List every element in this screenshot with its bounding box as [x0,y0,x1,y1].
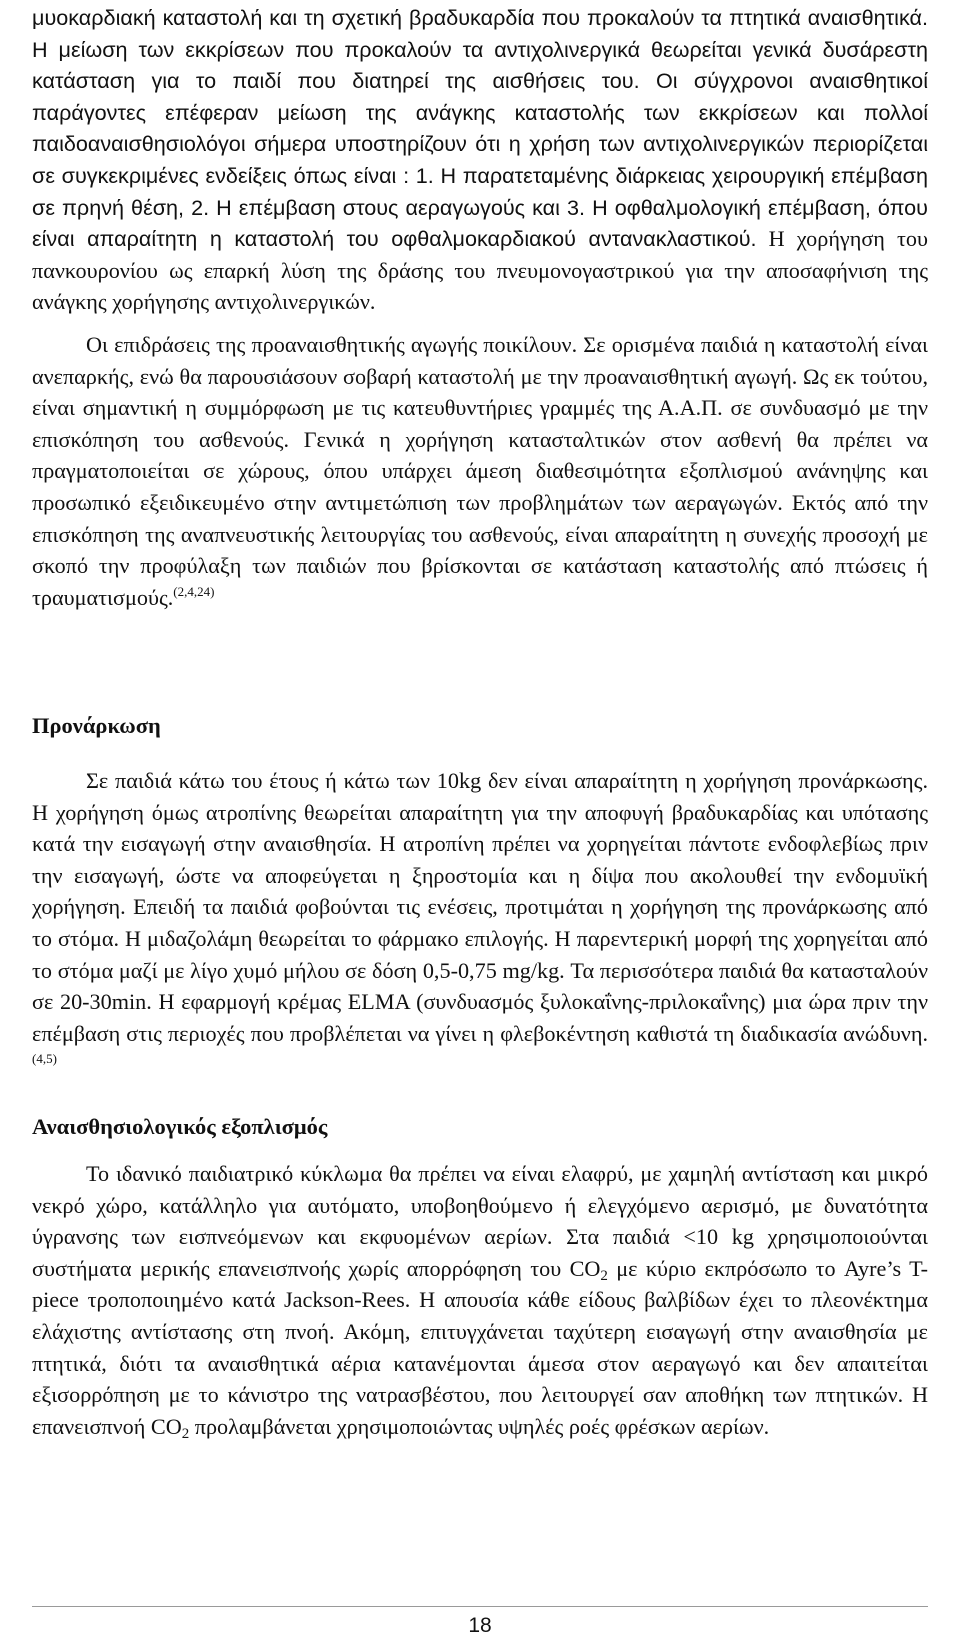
subscript-2: 2 [600,1267,608,1284]
anticholinergics-text: μυοκαρδιακή καταστολή και τη σχετική βραδυκαρδία που προκαλούν τα πτητικά αναισθητικά. Η μείωση των εκκρίσεων που προκαλούν τα αντιχολινεργικά θεωρείται γενικά δυσάρεστη κατάσταση για το παιδί που διατηρεί της αισθήσεις του. Οι σύγχρονοι αναισθητικοί παράγοντες επέφεραν μείωση της ανάγκης καταστολής των εκκρίσεων και πολλοί παιδοαναισθησιολόγοι σήμερα υποστηρίζουν ότι η χρήση των αντιχολινεργικών περιορίζεται σε συγκεκριμένες ενδείξεις όπως είναι : 1. Η παρατεταμένης διάρκειας χειρουργική επέμβαση σε πρηνή θέση, 2. Η επέμβαση στους αεραγωγούς και 3. Η οφθαλμολογική επέμβαση, όπου είναι απαραίτητη η καταστολή του οφθαλμοκαρδιακού αντανακλαστικού. [32,5,928,252]
premedication-paragraph [32,765,928,1081]
citation: (4,5) [32,1051,57,1067]
footer-divider [32,1606,928,1607]
equipment-paragraph [32,1158,928,1442]
pancuronium-text: Η χορήγηση του πανκουρονίου ως επαρκή λύση της δράσης του πνευμονογαστρικού για την αποσαφήνιση της ανάγκης χορήγησης αντιχολινεργικών. [32,226,928,315]
equipment-text-part2: με κύριο εκπρόσωπο το Ayre’s T-piece τροποποιημένο κατά Jackson-Rees. Η απουσία κάθε είδους βαλβίδων έχει το πλεονέκτημα ελάχιστης αντίστασης στη πνοή. Ακόμη, επιτυγχάνεται ταχύτερη εισαγωγή στην αναισθησία με πτητικά, διότι τα αναισθητικά αέρια κατανέμονται άμεσα στον αεραγωγό και δεν απαιτείται εξισορρόπηση με το κάνιστρο της νατρασβέστου, που λειτουργεί σαν αποθήκη των πτητικών. Η επανεισπνοή CO [32,1255,928,1439]
equipment-text-part1: Το ιδανικό παιδιατρικό κύκλωμα θα πρέπει να είναι ελαφρύ, με χαμηλή αντίσταση και μικρό νεκρό χώρο, κατάλληλο για αυτόματο, υποβοηθούμενο ή ελεγχόμενο αερισμό, με δυνατότητα ύγρανσης των εισπνεόμενων και εκφυομένων αερίων. Στα παιδιά <10 kg χρησιμοποιούνται συστήματα μερικής επανεισπνοής χωρίς απορρόφηση του CO [32,1161,928,1281]
page-number: 18 [468,1614,492,1637]
equipment-text-part3: προλαμβάνεται χρησιμοποιώντας υψηλές ροές φρέσκων αερίων. [189,1413,770,1439]
subscript-2: 2 [181,1425,190,1442]
section-heading-equipment: Αναισθησιολογικός εξοπλισμός [32,1114,328,1139]
sedation-effects-text: Οι επιδράσεις της προαναισθητικής αγωγής ποικίλουν. Σε ορισμένα παιδιά η καταστολή είναι ανεπαρκής, ενώ θα παρουσιάσουν σοβαρή καταστολή με την προαναισθητική αγωγή. Ως εκ τούτου, είναι σημαντική η συμμόρφωση με τις κατευθυντήριες γραμμές της Α.Α.Π. σε συνδυασμό με την επισκόπηση του ασθενούς. Γενικά η χορήγηση κατασταλτικών στον ασθενή θα πρέπει να πραγματοποιείται σε χώρους, όπου υπάρχει άμεση διαθεσιμότητα εξοπλισμού ανάνηψης και προσωπικό εξειδικευμένο στην αντιμετώπιση των προβλημάτων των αεραγωγών. Εκτός από την επισκόπηση της αναπνευστικής λειτουργίας του ασθενούς, είναι απαραίτητη η συνεχής προσοχή με σκοπό την προφύλαξη των παιδιών που βρίσκονται σε κατάσταση καταστολής από πτώσεις ή τραυματισμούς. [32,332,928,610]
premedication-section [32,711,928,1081]
sedation-effects-paragraph [32,329,928,613]
premedication-text: Σε παιδιά κάτω του έτους ή κάτω των 10kg δεν είναι απαραίτητη η χορήγηση προνάρκωσης. Η χορήγηση όμως ατροπίνης θεωρείται απαραίτητη για την αποφυγή βραδυκαρδίας και υπότασης κατά την εισαγωγή στην αναισθησία. Η ατροπίνη πρέπει να χορηγείται πάντοτε ενδοφλεβίως πριν την εισαγωγή, ώστε να αποφεύγεται η ξηροστομία και η δίψα που ακολουθεί την ενδομυϊκή χορήγηση. Επειδή τα παιδιά φοβούνται τις ενέσεις, προτιμάται η χορήγηση της προνάρκωσης από το στόμα. Η μιδαζολάμη θεωρείται το φάρμακο επιλογής. Η παρεντερική μορφή της χορηγείται από το στόμα μαζί με λίγο χυμό μήλου σε δόση 0,5-0,75 mg/kg. Τα περισσότερα παιδιά θα κατασταλούν σε 20-30min. Η εφαρμογή κρέμας ELMA (συνδυασμός ξυλοκαΐνης-πριλοκαΐνης) μια ώρα πριν την επέμβαση στις περιοχές που προβλέπεται να γίνει η φλεβοκέντηση καθιστά τη διαδικασία ανώδυνη. [32,768,928,1046]
citation: (2,4,24) [173,583,215,599]
section-heading-premedication: Προνάρκωση [32,713,161,738]
anticholinergics-paragraph [32,2,928,318]
